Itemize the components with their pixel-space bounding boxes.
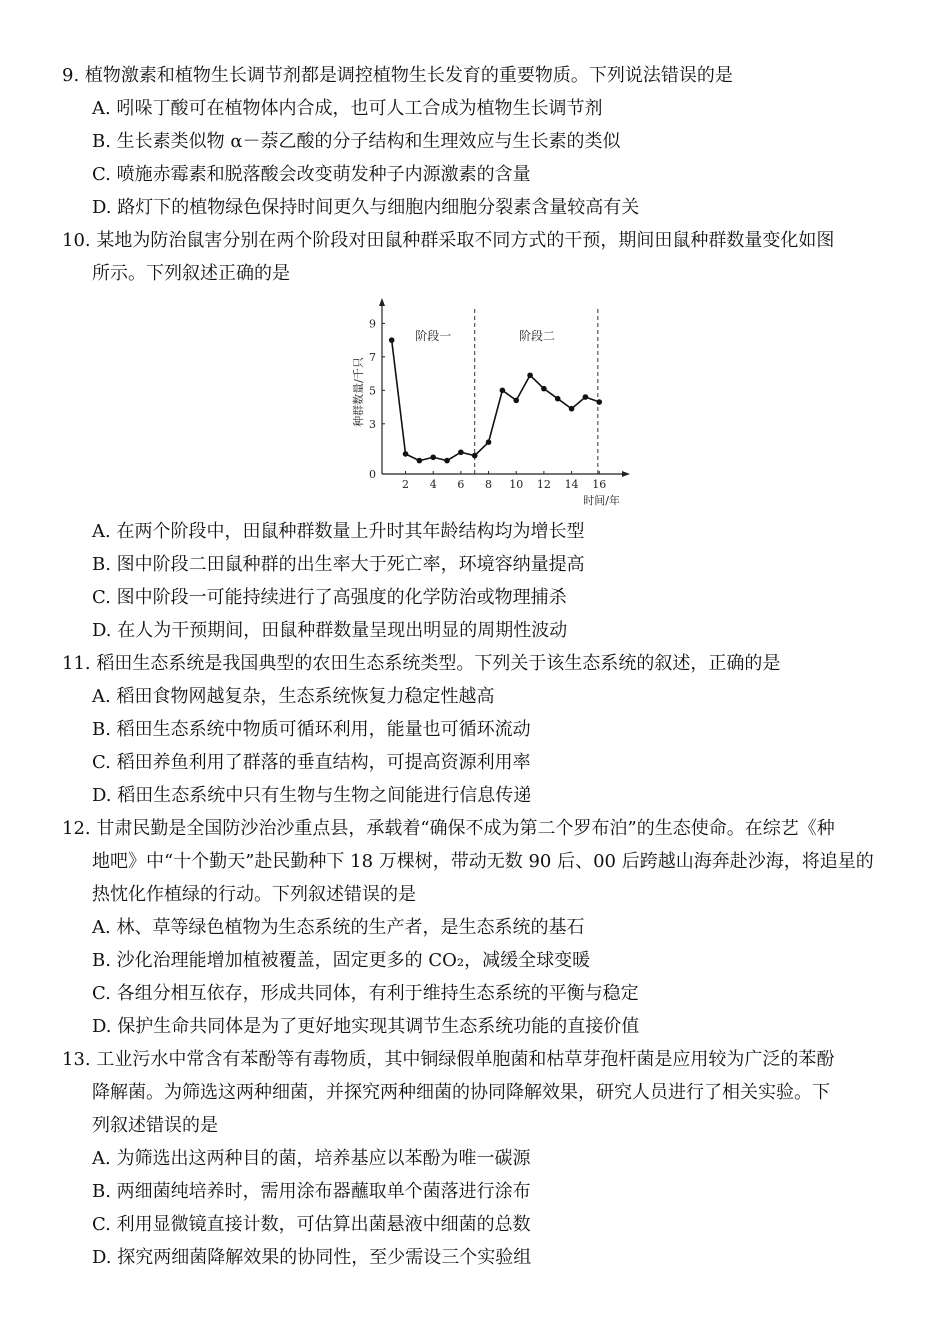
x-tick-label: 8 [485, 478, 493, 491]
q9-option-c: C. 喷施赤霉素和脱落酸会改变萌发种子内源激素的含量 [92, 164, 531, 185]
q12-option-b: B. 沙化治理能增加植被覆盖，固定更多的 CO₂，减缓全球变暖 [92, 950, 591, 971]
y-tick-label: 7 [369, 350, 376, 364]
data-point [583, 394, 589, 400]
q13-option-c: C. 利用显微镜直接计数，可估算出菌悬液中细菌的总数 [92, 1214, 531, 1235]
q10-stem-line1: 10. 某地为防治鼠害分别在两个阶段对田鼠种群采取不同方式的干预，期间田鼠种群数量变化如图 [62, 230, 835, 251]
q13-stem-line2: 降解菌。为筛选这两种细菌，并探究两种细菌的协同降解效果，研究人员进行了相关实验。下 [92, 1082, 830, 1103]
chart-stage-dividers [415, 306, 598, 474]
data-point [486, 439, 492, 445]
stage-label: 阶段二 [518, 329, 555, 343]
y-tick-label: 3 [369, 417, 376, 431]
q11-option-a: A. 稻田食物网越复杂，生态系统恢复力稳定性越高 [92, 686, 495, 707]
data-point [555, 396, 561, 402]
q9-option-b: B. 生长素类似物 α－萘乙酸的分子结构和生理效应与生长素的类似 [92, 131, 621, 152]
q10-option-c: C. 图中阶段一可能持续进行了高强度的化学防治或物理捕杀 [92, 587, 567, 608]
q11-option-c: C. 稻田养鱼利用了群落的垂直结构，可提高资源利用率 [92, 752, 531, 773]
q9-stem: 9. 植物激素和植物生长调节剂都是调控植物生长发育的重要物质。下列说法错误的是 [62, 65, 733, 86]
population-line [392, 340, 600, 460]
chart-series [389, 337, 602, 463]
q9-option-d: D. 路灯下的植物绿色保持时间更久与细胞内细胞分裂素含量较高有关 [92, 197, 640, 218]
x-tick-label: 12 [536, 478, 551, 491]
q13-option-b: B. 两细菌纯培养时，需用涂布器蘸取单个菌落进行涂布 [92, 1181, 531, 1202]
chart-axes [379, 298, 630, 477]
data-point [527, 372, 533, 378]
data-point [430, 454, 436, 460]
x-tick-label: 2 [402, 478, 410, 491]
x-axis-label: 时间/年 [583, 494, 620, 507]
data-point [472, 453, 478, 459]
data-point [403, 451, 409, 457]
x-tick-label: 10 [509, 478, 524, 491]
q12-stem-line3: 热忱化作植绿的行动。下列叙述错误的是 [92, 884, 416, 905]
data-point [513, 398, 519, 404]
x-tick-label: 6 [457, 478, 465, 491]
population-chart [352, 294, 632, 510]
x-tick-label: 4 [429, 478, 437, 491]
x-tick-label: 14 [564, 478, 579, 491]
data-point [541, 386, 547, 392]
q13-stem-line3: 列叙述错误的是 [92, 1115, 218, 1136]
data-point [596, 399, 602, 405]
q13-stem-line1: 13. 工业污水中常含有苯酚等有毒物质，其中铜绿假单胞菌和枯草芽孢杆菌是应用较为广泛的苯酚 [62, 1049, 835, 1070]
chart-ticks [369, 317, 606, 491]
x-axis-arrow [622, 471, 630, 477]
y-tick-label: 9 [369, 317, 376, 331]
q13-option-d: D. 探究两细菌降解效果的协同性，至少需设三个实验组 [92, 1247, 532, 1268]
q10-option-d: D. 在人为干预期间，田鼠种群数量呈现出明显的周期性波动 [92, 620, 568, 641]
data-point [444, 458, 450, 464]
q12-stem-line2: 地吧》中“十个勤天”赴民勤种下 18 万棵树，带动无数 90 后、00 后跨越山海奔赴沙海，将追星的 [92, 851, 874, 872]
q11-option-b: B. 稻田生态系统中物质可循环利用，能量也可循环流动 [92, 719, 531, 740]
q11-option-d: D. 稻田生态系统中只有生物与生物之间能进行信息传递 [92, 785, 532, 806]
q9-option-a: A. 吲哚丁酸可在植物体内合成，也可人工合成为植物生长调节剂 [92, 98, 603, 119]
q13-option-a: A. 为筛选出这两种目的菌，培养基应以苯酚为唯一碳源 [92, 1148, 531, 1169]
data-point [389, 337, 395, 343]
x-tick-label: 16 [592, 478, 607, 491]
y-tick-label: 5 [369, 384, 376, 398]
stage-label: 阶段一 [415, 329, 452, 343]
data-point [417, 458, 423, 464]
q11-stem: 11. 稻田生态系统是我国典型的农田生态系统类型。下列关于该生态系统的叙述，正确的是 [62, 653, 781, 674]
q10-option-a: A. 在两个阶段中，田鼠种群数量上升时其年龄结构均为增长型 [92, 521, 585, 542]
q12-option-a: A. 林、草等绿色植物为生态系统的生产者，是生态系统的基石 [92, 917, 585, 938]
y-axis-label: 种群数量/千只 [352, 357, 365, 427]
q12-option-d: D. 保护生命共同体是为了更好地实现其调节生态系统功能的直接价值 [92, 1016, 640, 1037]
data-point [458, 449, 464, 455]
data-point [569, 406, 575, 412]
q12-stem-line1: 12. 甘肃民勤是全国防沙治沙重点县，承载着“确保不成为第二个罗布泊”的生态使命。在综艺《种 [62, 818, 835, 839]
y-axis-arrow [379, 298, 385, 306]
data-point [500, 388, 506, 394]
y-tick-label: 0 [369, 468, 376, 481]
q12-option-c: C. 各组分相互依存，形成共同体，有利于维持生态系统的平衡与稳定 [92, 983, 639, 1004]
q10-stem-line2: 所示。下列叙述正确的是 [92, 263, 290, 284]
q10-option-b: B. 图中阶段二田鼠种群的出生率大于死亡率，环境容纳量提高 [92, 554, 585, 575]
